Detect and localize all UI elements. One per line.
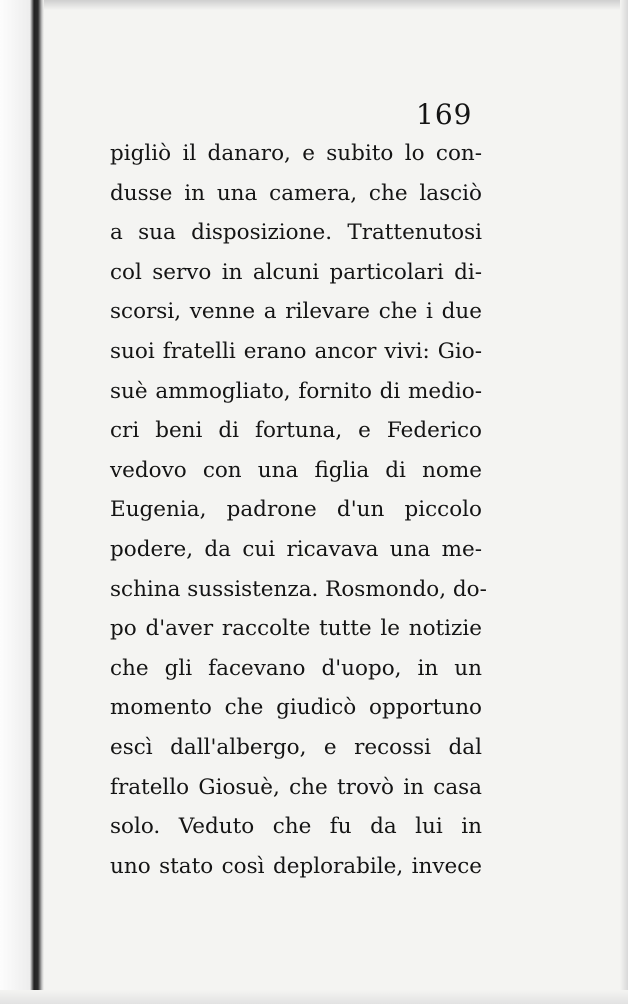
text-line: Eugenia, padrone d'un piccolo bbox=[110, 497, 482, 523]
text-line: podere, da cui ricavava una me- bbox=[110, 536, 482, 562]
page-number: 169 bbox=[416, 98, 473, 131]
text-line: col servo in alcuni particolari di- bbox=[110, 259, 482, 285]
text-line: che gli facevano d'uopo, in un bbox=[110, 655, 482, 681]
text-line: a sua disposizione. Trattenutosi bbox=[110, 220, 482, 246]
text-line: dusse in una camera, che lasciò bbox=[110, 180, 482, 206]
text-line: schina sussistenza. Rosmondo, do- bbox=[110, 576, 487, 602]
text-line: suè ammogliato, fornito di medio- bbox=[110, 378, 482, 404]
text-line: escì dall'albergo, e recossi dal bbox=[110, 734, 482, 760]
text-line: solo. Veduto che fu da lui in bbox=[110, 814, 482, 840]
text-line: po d'aver raccolte tutte le notizie bbox=[110, 616, 482, 642]
text-line: uno stato così deplorabile, invece bbox=[110, 853, 482, 879]
page-bottom-edge bbox=[0, 990, 628, 1004]
page-top-edge bbox=[0, 0, 628, 10]
book-gutter-edge bbox=[0, 0, 44, 1004]
text-line: pigliò il danaro, e subito lo con- bbox=[110, 141, 482, 166]
text-line: scorsi, venne a rilevare che i due bbox=[110, 299, 482, 325]
text-line: vedovo con una figlia di nome bbox=[110, 457, 482, 483]
text-line: fratello Giosuè, che trovò in casa bbox=[110, 774, 482, 800]
page-right-edge bbox=[620, 0, 628, 1004]
text-line: momento che giudicò opportuno bbox=[110, 695, 482, 721]
body-text bbox=[110, 134, 487, 886]
text-line: suoi fratelli erano ancor vivi: Gio- bbox=[110, 338, 482, 364]
text-line: cri beni di fortuna, e Federico bbox=[110, 418, 482, 444]
